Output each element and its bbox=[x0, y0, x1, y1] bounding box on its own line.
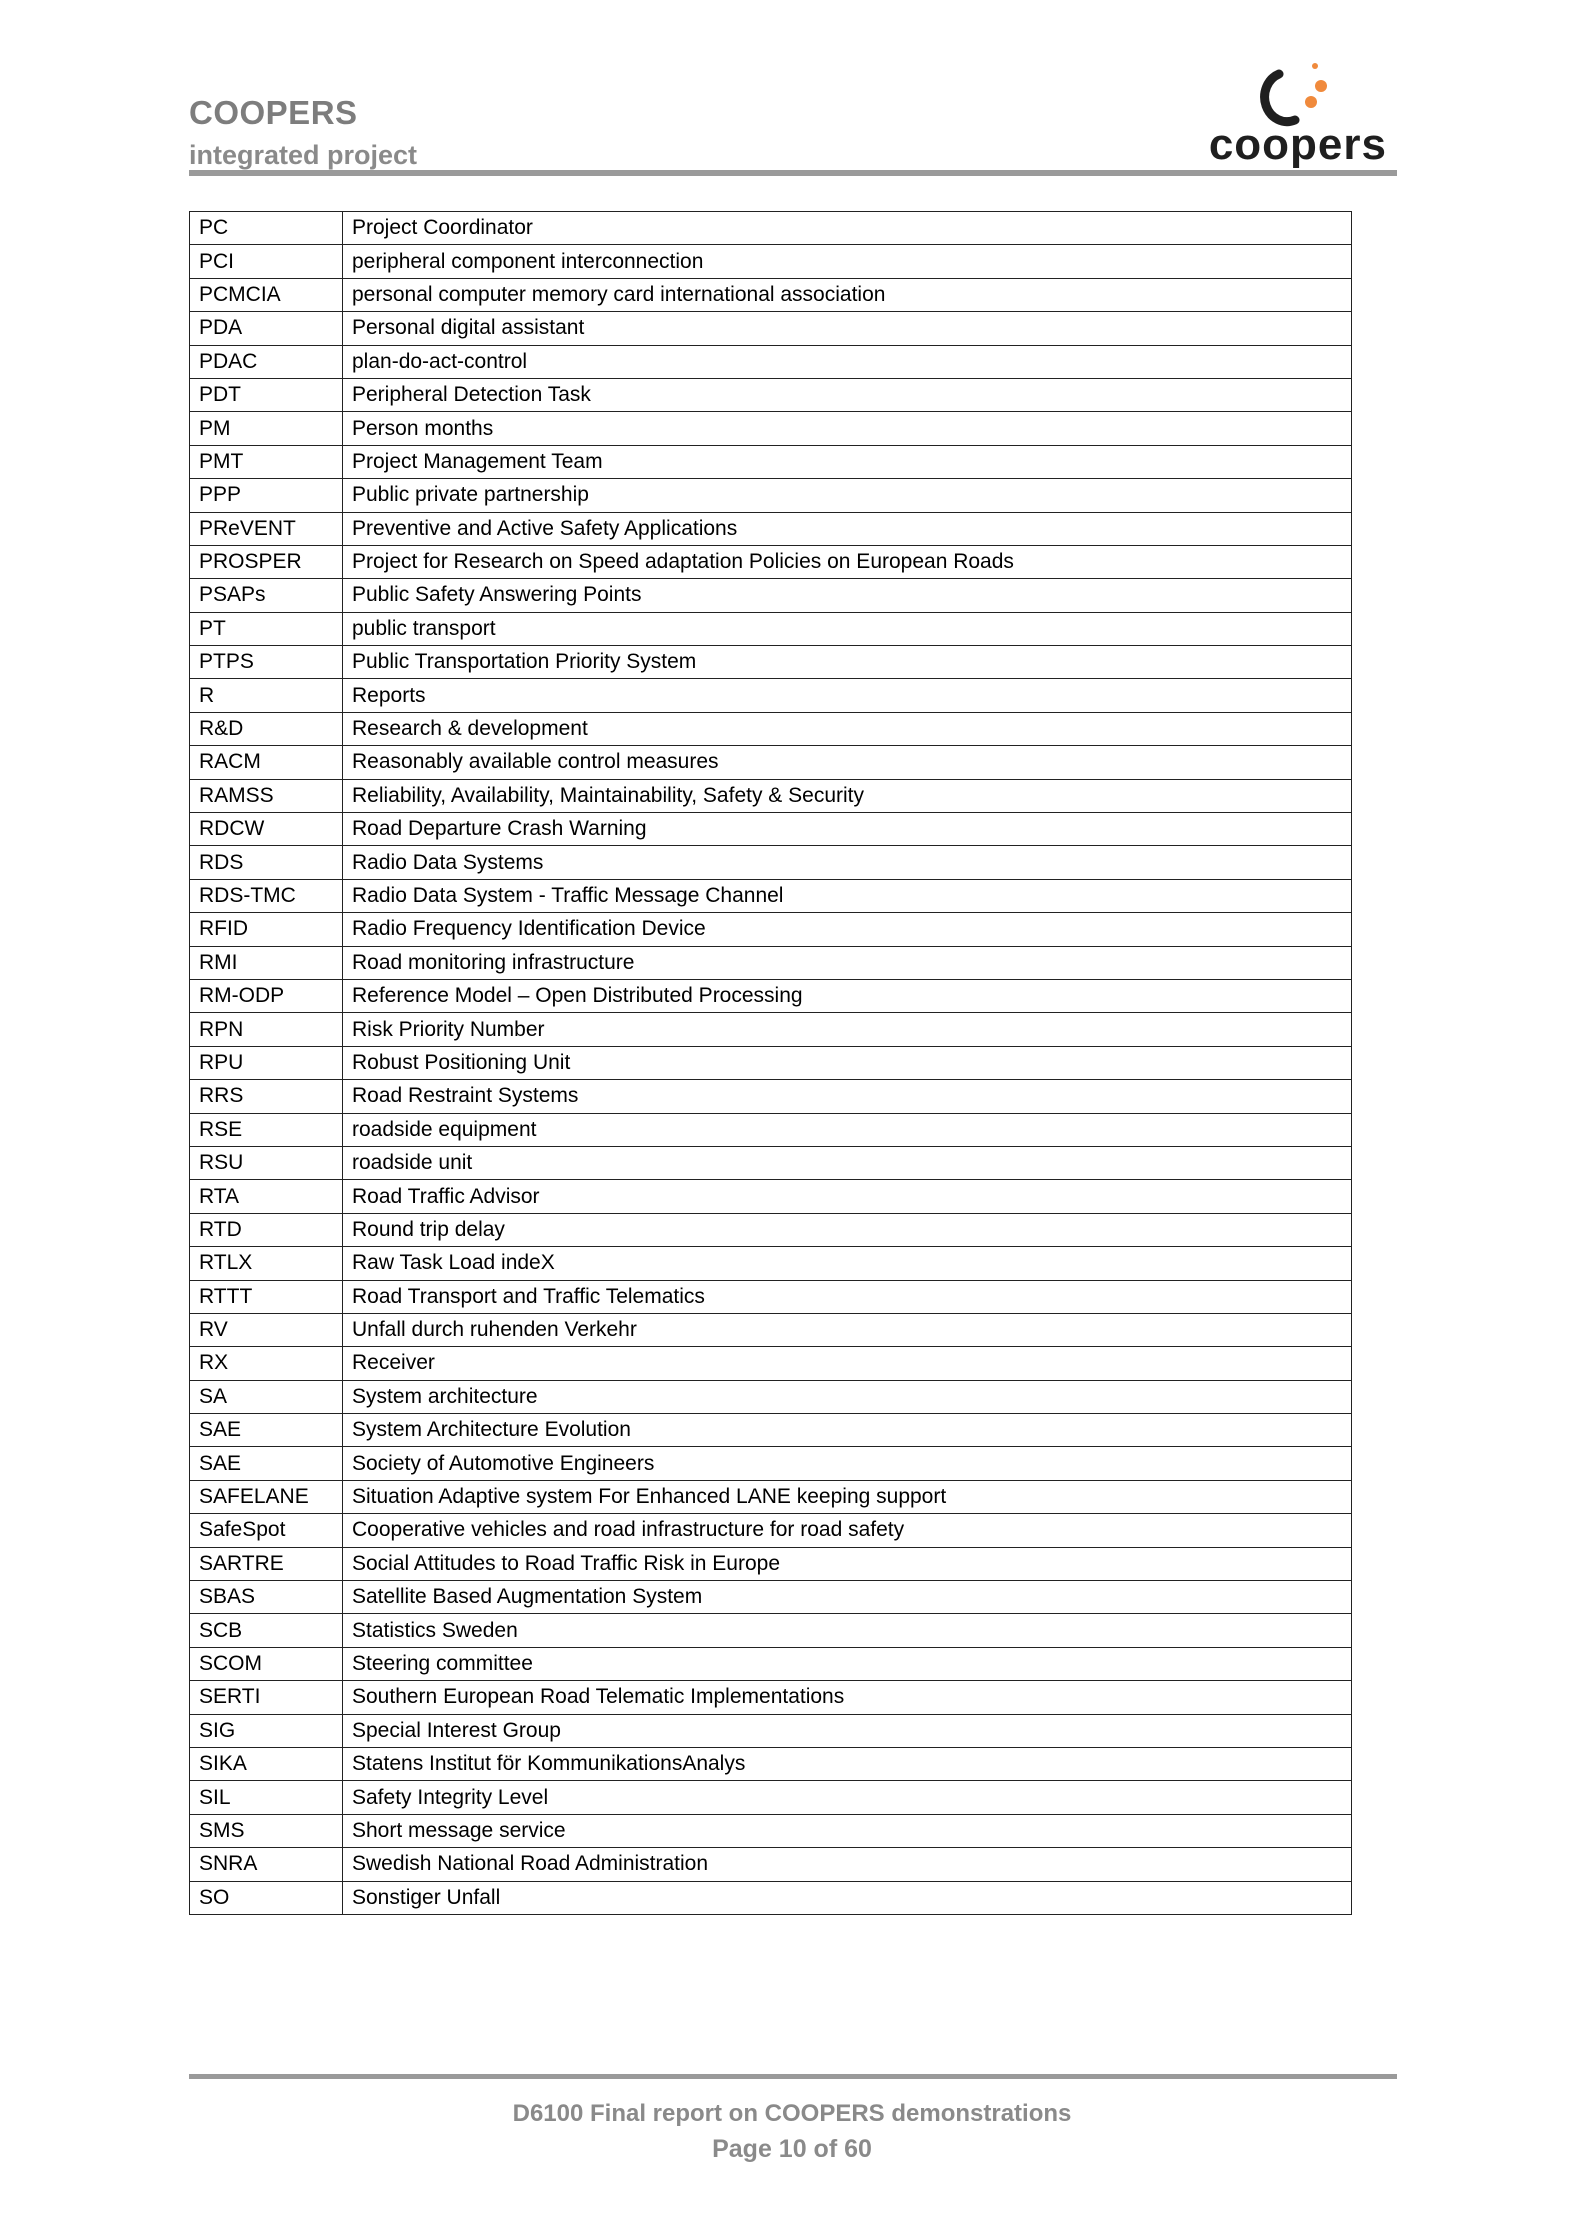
definition-cell: Person months bbox=[343, 412, 1352, 445]
abbreviation-cell: RTTT bbox=[190, 1280, 343, 1313]
table-row bbox=[190, 712, 1352, 745]
definition-cell: Social Attitudes to Road Traffic Risk in Europe bbox=[343, 1547, 1352, 1580]
table-row bbox=[190, 1814, 1352, 1847]
coopers-logo bbox=[1187, 58, 1387, 168]
table-row bbox=[190, 1313, 1352, 1346]
abbreviation-cell: SARTRE bbox=[190, 1547, 343, 1580]
table-row bbox=[190, 512, 1352, 545]
definition-cell: Safety Integrity Level bbox=[343, 1781, 1352, 1814]
abbreviation-cell: SAE bbox=[190, 1447, 343, 1480]
definition-cell: Project Coordinator bbox=[343, 212, 1352, 245]
table-row bbox=[190, 479, 1352, 512]
definition-cell: Reports bbox=[343, 679, 1352, 712]
abbreviation-cell: SIKA bbox=[190, 1747, 343, 1780]
definition-cell: Statistics Sweden bbox=[343, 1614, 1352, 1647]
definition-cell: public transport bbox=[343, 612, 1352, 645]
table-row bbox=[190, 646, 1352, 679]
definition-cell: Cooperative vehicles and road infrastructure for road safety bbox=[343, 1514, 1352, 1547]
page-header bbox=[189, 88, 1397, 176]
table-row bbox=[190, 1380, 1352, 1413]
table-row bbox=[190, 1146, 1352, 1179]
table-row bbox=[190, 1013, 1352, 1046]
abbreviation-cell: PDA bbox=[190, 312, 343, 345]
definition-cell: Radio Data System - Traffic Message Channel bbox=[343, 879, 1352, 912]
table-row bbox=[190, 1180, 1352, 1213]
abbreviation-cell: PCI bbox=[190, 245, 343, 278]
abbreviation-cell: PTPS bbox=[190, 646, 343, 679]
table-row bbox=[190, 1881, 1352, 1914]
table-row bbox=[190, 879, 1352, 912]
table-row bbox=[190, 1714, 1352, 1747]
footer-document-title: D6100 Final report on COOPERS demonstrations bbox=[512, 2100, 1072, 2127]
abbreviation-cell: SERTI bbox=[190, 1681, 343, 1714]
abbreviation-cell: SA bbox=[190, 1380, 343, 1413]
definition-cell: System architecture bbox=[343, 1380, 1352, 1413]
definition-cell: System Architecture Evolution bbox=[343, 1414, 1352, 1447]
definition-cell: Situation Adaptive system For Enhanced LANE keeping support bbox=[343, 1480, 1352, 1513]
abbreviation-cell: SAE bbox=[190, 1414, 343, 1447]
definition-cell: Reasonably available control measures bbox=[343, 746, 1352, 779]
abbreviation-cell: PROSPER bbox=[190, 545, 343, 578]
logo-wordmark: coopers bbox=[1208, 120, 1387, 169]
table-row bbox=[190, 913, 1352, 946]
abbreviation-cell: PReVENT bbox=[190, 512, 343, 545]
abbreviation-cell: PM bbox=[190, 412, 343, 445]
abbreviation-cell: RDCW bbox=[190, 813, 343, 846]
table-row bbox=[190, 312, 1352, 345]
table-row bbox=[190, 679, 1352, 712]
abbreviation-cell: R bbox=[190, 679, 343, 712]
abbreviation-cell: PCMCIA bbox=[190, 278, 343, 311]
abbreviation-cell: RDS bbox=[190, 846, 343, 879]
definition-cell: Steering committee bbox=[343, 1647, 1352, 1680]
abbreviation-cell: RSU bbox=[190, 1146, 343, 1179]
table-row bbox=[190, 579, 1352, 612]
abbreviation-cell: PDAC bbox=[190, 345, 343, 378]
abbreviation-cell: SCB bbox=[190, 1614, 343, 1647]
abbreviation-cell: SAFELANE bbox=[190, 1480, 343, 1513]
definition-cell: Special Interest Group bbox=[343, 1714, 1352, 1747]
definition-cell: Receiver bbox=[343, 1347, 1352, 1380]
abbreviation-cell: RPU bbox=[190, 1046, 343, 1079]
definition-cell: Society of Automotive Engineers bbox=[343, 1447, 1352, 1480]
definition-cell: plan-do-act-control bbox=[343, 345, 1352, 378]
table-row bbox=[190, 1414, 1352, 1447]
abbreviation-cell: RAMSS bbox=[190, 779, 343, 812]
abbreviation-cell: RFID bbox=[190, 913, 343, 946]
definition-cell: Statens Institut för KommunikationsAnalys bbox=[343, 1747, 1352, 1780]
table-row bbox=[190, 1647, 1352, 1680]
definition-cell: Satellite Based Augmentation System bbox=[343, 1581, 1352, 1614]
definition-cell: Radio Data Systems bbox=[343, 846, 1352, 879]
abbreviation-cell: PPP bbox=[190, 479, 343, 512]
abbreviation-cell: RTD bbox=[190, 1213, 343, 1246]
abbreviation-cell: R&D bbox=[190, 712, 343, 745]
abbreviation-cell: PMT bbox=[190, 445, 343, 478]
abbreviation-cell: SMS bbox=[190, 1814, 343, 1847]
table-row bbox=[190, 378, 1352, 411]
abbreviation-cell: RTLX bbox=[190, 1247, 343, 1280]
definition-cell: Swedish National Road Administration bbox=[343, 1848, 1352, 1881]
abbreviation-cell: RSE bbox=[190, 1113, 343, 1146]
abbreviation-cell: RV bbox=[190, 1313, 343, 1346]
definition-cell: Road Restraint Systems bbox=[343, 1080, 1352, 1113]
definition-cell: Unfall durch ruhenden Verkehr bbox=[343, 1313, 1352, 1346]
table-row bbox=[190, 813, 1352, 846]
definition-cell: Road Transport and Traffic Telematics bbox=[343, 1280, 1352, 1313]
abbreviation-cell: RACM bbox=[190, 746, 343, 779]
abbreviation-cell: SBAS bbox=[190, 1581, 343, 1614]
abbreviation-cell: SO bbox=[190, 1881, 343, 1914]
abbreviation-cell: RRS bbox=[190, 1080, 343, 1113]
definition-cell: Radio Frequency Identification Device bbox=[343, 913, 1352, 946]
abbreviation-cell: SCOM bbox=[190, 1647, 343, 1680]
abbreviation-cell: RTA bbox=[190, 1180, 343, 1213]
footer-divider bbox=[189, 2074, 1397, 2079]
table-row bbox=[190, 1514, 1352, 1547]
table-row bbox=[190, 212, 1352, 245]
abbreviation-cell: SIL bbox=[190, 1781, 343, 1814]
table-row bbox=[190, 245, 1352, 278]
definition-cell: Risk Priority Number bbox=[343, 1013, 1352, 1046]
definition-cell: Public private partnership bbox=[343, 479, 1352, 512]
definition-cell: Road Traffic Advisor bbox=[343, 1180, 1352, 1213]
abbreviation-cell: PT bbox=[190, 612, 343, 645]
abbreviation-cell: PSAPs bbox=[190, 579, 343, 612]
table-row bbox=[190, 1080, 1352, 1113]
abbreviation-cell: RMI bbox=[190, 946, 343, 979]
header-subtitle: integrated project bbox=[189, 140, 418, 170]
table-row bbox=[190, 612, 1352, 645]
table-row bbox=[190, 545, 1352, 578]
definition-cell: peripheral component interconnection bbox=[343, 245, 1352, 278]
footer-page-number: Page 10 of 60 bbox=[712, 2135, 872, 2163]
table-row bbox=[190, 1848, 1352, 1881]
definition-cell: Peripheral Detection Task bbox=[343, 378, 1352, 411]
definition-cell: Reference Model – Open Distributed Processing bbox=[343, 979, 1352, 1012]
definition-cell: Preventive and Active Safety Applications bbox=[343, 512, 1352, 545]
abbreviation-cell: RX bbox=[190, 1347, 343, 1380]
abbreviation-cell: RPN bbox=[190, 1013, 343, 1046]
table-row bbox=[190, 1213, 1352, 1246]
abbreviation-cell: RM-ODP bbox=[190, 979, 343, 1012]
table-row bbox=[190, 412, 1352, 445]
table-row bbox=[190, 1347, 1352, 1380]
table-row bbox=[190, 1581, 1352, 1614]
abbreviation-cell: PC bbox=[190, 212, 343, 245]
table-row bbox=[190, 345, 1352, 378]
definition-cell: Reliability, Availability, Maintainability, Safety & Security bbox=[343, 779, 1352, 812]
definition-cell: roadside equipment bbox=[343, 1113, 1352, 1146]
abbreviations-table bbox=[189, 211, 1352, 1915]
definition-cell: roadside unit bbox=[343, 1146, 1352, 1179]
abbreviation-cell: PDT bbox=[190, 378, 343, 411]
definition-cell: Public Safety Answering Points bbox=[343, 579, 1352, 612]
table-row bbox=[190, 1480, 1352, 1513]
abbreviation-cell: RDS-TMC bbox=[190, 879, 343, 912]
definition-cell: Project for Research on Speed adaptation Policies on European Roads bbox=[343, 545, 1352, 578]
abbreviation-cell: SafeSpot bbox=[190, 1514, 343, 1547]
definition-cell: Road monitoring infrastructure bbox=[343, 946, 1352, 979]
definition-cell: Road Departure Crash Warning bbox=[343, 813, 1352, 846]
table-row bbox=[190, 1113, 1352, 1146]
definition-cell: Round trip delay bbox=[343, 1213, 1352, 1246]
definition-cell: Personal digital assistant bbox=[343, 312, 1352, 345]
table-row bbox=[190, 1781, 1352, 1814]
definition-cell: Southern European Road Telematic Implementations bbox=[343, 1681, 1352, 1714]
table-row bbox=[190, 1614, 1352, 1647]
table-row bbox=[190, 1681, 1352, 1714]
table-row bbox=[190, 1280, 1352, 1313]
header-divider bbox=[189, 170, 1397, 176]
definition-cell: Sonstiger Unfall bbox=[343, 1881, 1352, 1914]
table-row bbox=[190, 946, 1352, 979]
abbreviation-cell: SNRA bbox=[190, 1848, 343, 1881]
table-row bbox=[190, 1046, 1352, 1079]
table-row bbox=[190, 1547, 1352, 1580]
definition-cell: Raw Task Load indeX bbox=[343, 1247, 1352, 1280]
table-row bbox=[190, 1747, 1352, 1780]
table-row bbox=[190, 445, 1352, 478]
definition-cell: Public Transportation Priority System bbox=[343, 646, 1352, 679]
table-row bbox=[190, 1247, 1352, 1280]
table-row bbox=[190, 779, 1352, 812]
table-row bbox=[190, 278, 1352, 311]
header-title: COOPERS bbox=[189, 94, 358, 131]
table-row bbox=[190, 979, 1352, 1012]
table-row bbox=[190, 746, 1352, 779]
table-row bbox=[190, 846, 1352, 879]
definition-cell: Robust Positioning Unit bbox=[343, 1046, 1352, 1079]
abbreviation-cell: SIG bbox=[190, 1714, 343, 1747]
table-row bbox=[190, 1447, 1352, 1480]
definition-cell: Short message service bbox=[343, 1814, 1352, 1847]
definition-cell: personal computer memory card international association bbox=[343, 278, 1352, 311]
definition-cell: Research & development bbox=[343, 712, 1352, 745]
definition-cell: Project Management Team bbox=[343, 445, 1352, 478]
